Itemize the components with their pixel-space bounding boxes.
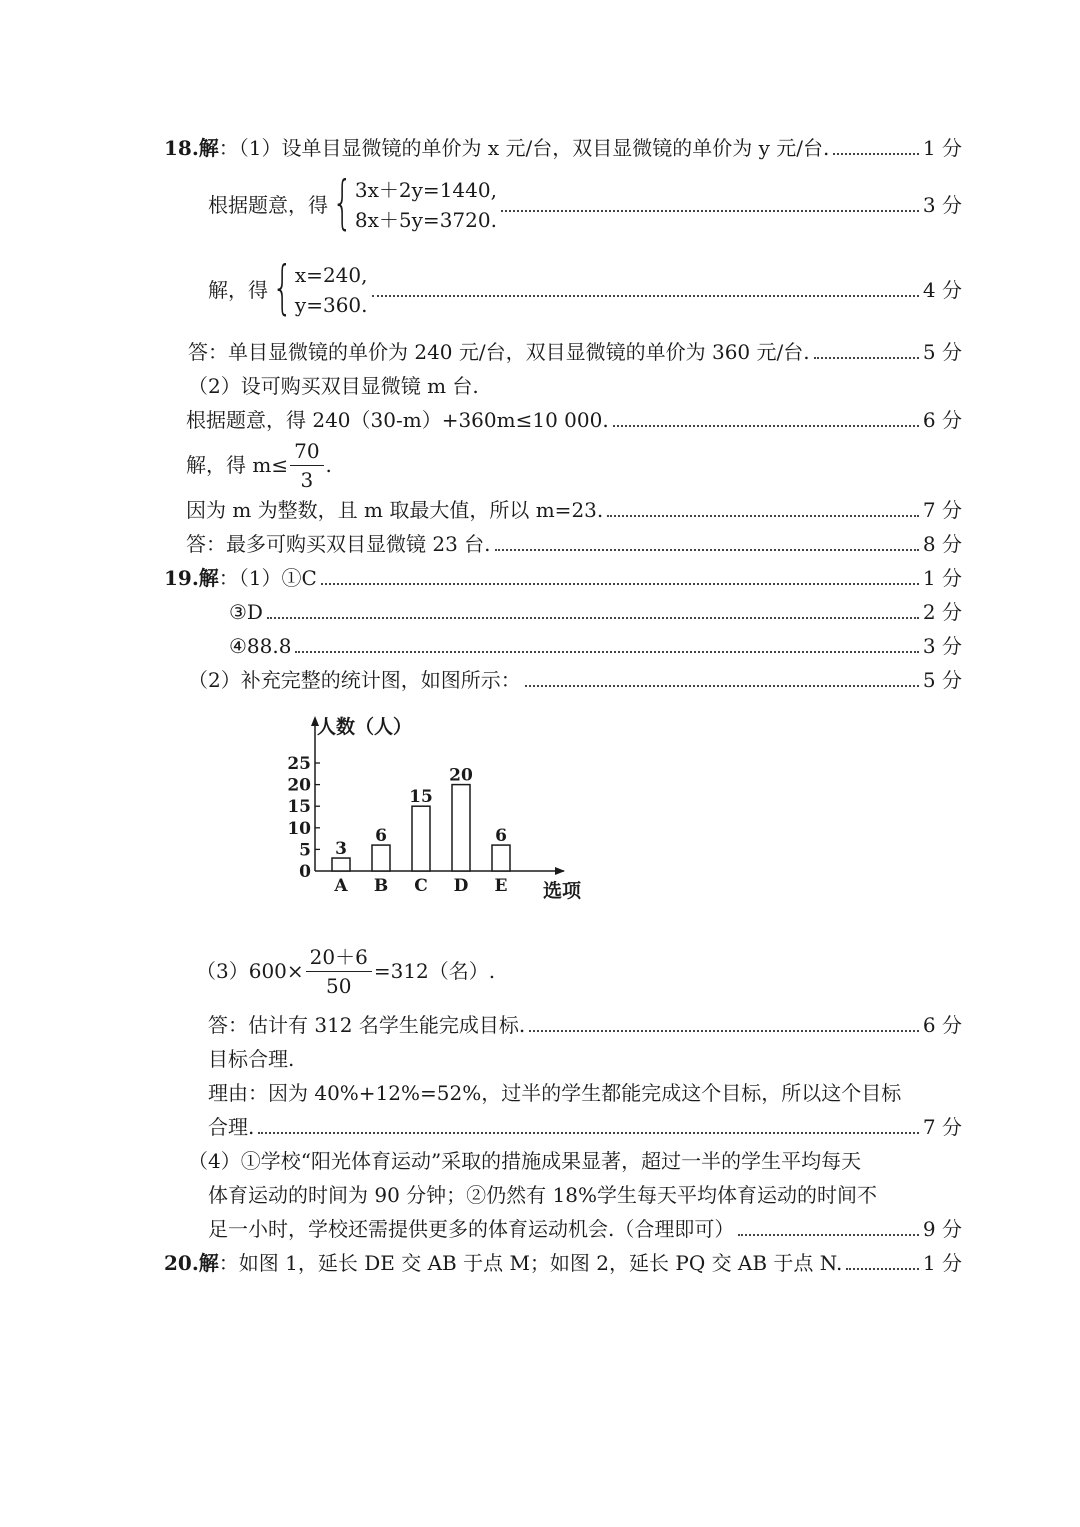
- equation-2: 8x＋5y=3720.: [354, 208, 497, 232]
- score-label: 6 分: [922, 408, 962, 432]
- score-label: 7 分: [922, 1115, 962, 1139]
- score-label: 8 分: [922, 532, 962, 556]
- q18-line-6: [186, 403, 962, 437]
- q18-line-5-text: （2）设可购买双目显微镜 m 台.: [188, 374, 479, 398]
- q19-line-4-text: （2）补充完整的统计图，如图所示：: [188, 668, 521, 692]
- q20-line-1: [164, 1246, 962, 1280]
- q19-line-4: [188, 663, 962, 697]
- q18-line-8-text: 因为 m 为整数，且 m 取最大值，所以 m=23.: [186, 498, 604, 522]
- y-tick-label: 0: [299, 862, 311, 882]
- y-tick-label: 10: [287, 818, 311, 839]
- q18-line-7-prefix: 解，得 m≤: [186, 453, 289, 477]
- q19-line-1-text: ：（1）①C: [218, 566, 317, 590]
- brace-icon: {: [272, 253, 293, 321]
- q18-line-9-text: 答：最多可购买双目显微镜 23 台.: [186, 532, 491, 556]
- leader-dots: [833, 153, 919, 155]
- q19-line-9-text: 合理.: [208, 1115, 255, 1139]
- equation-system: [328, 168, 497, 236]
- q19-line-9: [208, 1110, 962, 1144]
- x-tick-label: E: [494, 876, 508, 896]
- score-label: 5 分: [922, 668, 962, 692]
- y-tick-label: 20: [287, 775, 311, 796]
- bar-value-label: 15: [409, 787, 433, 808]
- q18-line-9: [186, 527, 962, 561]
- q19-line-5: [196, 944, 496, 998]
- leader-dots: [846, 1268, 919, 1270]
- q19-line-12: [208, 1212, 962, 1246]
- bar-value-label: 20: [449, 765, 473, 786]
- bar: [412, 806, 430, 871]
- score-label: 4 分: [922, 278, 962, 302]
- q19-line-10-text: （4）①学校“阳光体育运动”采取的措施成果显著，超过一半的学生平均每天: [188, 1149, 862, 1173]
- q18-line-3: [208, 253, 962, 321]
- leader-dots: [525, 685, 919, 687]
- x-axis-arrow-icon: [555, 867, 565, 875]
- q19-line-8: [208, 1076, 901, 1110]
- solution-system: [268, 253, 368, 321]
- q19-line-12-text: 足一小时，学校还需提供更多的体育运动机会.（合理即可）: [208, 1217, 735, 1241]
- score-label: 1 分: [922, 566, 962, 590]
- q18-line-8: [186, 493, 962, 527]
- leader-dots: [613, 425, 919, 427]
- q18-line-4-text: 答：单目显微镜的单价为 240 元/台，双目显微镜的单价为 360 元/台.: [188, 340, 810, 364]
- q19-line-11-text: 体育运动的时间为 90 分钟；②仍然有 18%学生每天平均体育运动的时间不: [208, 1183, 877, 1207]
- y-axis-label: 人数（人）: [317, 716, 413, 738]
- q18-line-2: [208, 168, 962, 236]
- x-tick-label: C: [414, 876, 428, 896]
- q19-line-2: [229, 595, 962, 629]
- leader-dots: [267, 617, 919, 619]
- q18-line-4: [188, 335, 962, 369]
- q19-line-11: [208, 1178, 877, 1212]
- q18-line-7: [186, 438, 332, 492]
- q18-line-6-text: 根据题意，得 240（30-m）+360m≤10 000.: [186, 408, 609, 432]
- q19-line-5-prefix: （3）600×: [196, 959, 304, 983]
- q19-line-7: [208, 1042, 294, 1076]
- leader-dots: [607, 515, 919, 517]
- q18-number: 18.解: [164, 136, 219, 160]
- q19-line-6-text: 答：估计有 312 名学生能完成目标.: [208, 1013, 526, 1037]
- q19-line-5-suffix: =312（名）.: [373, 959, 496, 983]
- score-label: 2 分: [922, 600, 962, 624]
- fraction-numerator: 20＋6: [306, 943, 372, 972]
- q19-line-3-text: ④88.8: [229, 634, 292, 658]
- fraction-denominator: 50: [326, 973, 352, 998]
- fraction-denominator: 3: [300, 467, 314, 492]
- bar: [372, 845, 390, 871]
- leader-dots: [372, 295, 919, 297]
- equation-1: 3x＋2y=1440,: [354, 178, 497, 202]
- score-label: 5 分: [922, 340, 962, 364]
- score-label: 6 分: [922, 1013, 962, 1037]
- leader-dots: [295, 651, 918, 653]
- q18-line-5: [188, 369, 479, 403]
- q20-line-1-text: ：如图 1，延长 DE 交 AB 于点 M；如图 2，延长 PQ 交 AB 于点 N.: [218, 1251, 843, 1275]
- q19-line-1: [164, 561, 962, 595]
- bar: [332, 858, 350, 871]
- solution-1: x=240,: [294, 263, 368, 287]
- fraction: [306, 943, 372, 1000]
- q18-line-2-prefix: 根据题意，得: [208, 193, 328, 217]
- q20-number: 20.解: [164, 1251, 219, 1275]
- fraction: [290, 437, 323, 494]
- score-label: 1 分: [922, 136, 962, 160]
- y-tick-label: 15: [287, 797, 311, 818]
- q18-line-1: [164, 131, 962, 165]
- q19-line-6: [208, 1008, 962, 1042]
- score-label: 7 分: [922, 498, 962, 522]
- x-tick-label: B: [373, 876, 389, 896]
- q19-line-8-text: 理由：因为 40%+12%=52%，过半的学生都能完成这个目标，所以这个目标: [208, 1081, 902, 1105]
- x-axis-label: 选项: [543, 880, 582, 902]
- score-label: 9 分: [922, 1217, 962, 1241]
- brace-icon: {: [332, 168, 353, 236]
- leader-dots: [501, 210, 919, 212]
- y-tick-label: 25: [287, 754, 311, 774]
- bar-chart: [282, 706, 602, 906]
- leader-dots: [738, 1234, 919, 1236]
- solution-2: y=360.: [294, 293, 368, 317]
- q18-line-3-prefix: 解，得: [208, 278, 268, 302]
- bar-value-label: 6: [375, 826, 387, 847]
- score-label: 3 分: [922, 634, 962, 658]
- x-tick-label: A: [334, 876, 348, 896]
- q18-line-1-text: ：（1）设单目显微镜的单价为 x 元/台，双目显微镜的单价为 y 元/台.: [218, 136, 830, 160]
- fraction-numerator: 70: [290, 437, 323, 466]
- leader-dots: [321, 583, 919, 585]
- q19-line-10: [188, 1144, 861, 1178]
- bar: [452, 785, 470, 871]
- leader-dots: [495, 549, 919, 551]
- y-tick-label: 5: [299, 840, 311, 861]
- leader-dots: [258, 1132, 919, 1134]
- leader-dots: [529, 1030, 919, 1032]
- bar: [492, 845, 510, 871]
- leader-dots: [814, 357, 919, 359]
- q19-line-7-text: 目标合理.: [208, 1047, 295, 1071]
- q19-number: 19.解: [164, 566, 219, 590]
- q19-line-3: [229, 629, 962, 663]
- bar-value-label: 6: [495, 826, 507, 847]
- score-label: 1 分: [922, 1251, 962, 1275]
- bar-value-label: 3: [335, 839, 347, 860]
- score-label: 3 分: [922, 193, 962, 217]
- x-tick-label: D: [453, 876, 469, 896]
- q18-line-7-suffix: .: [325, 453, 332, 477]
- q19-line-2-text: ③D: [229, 600, 263, 624]
